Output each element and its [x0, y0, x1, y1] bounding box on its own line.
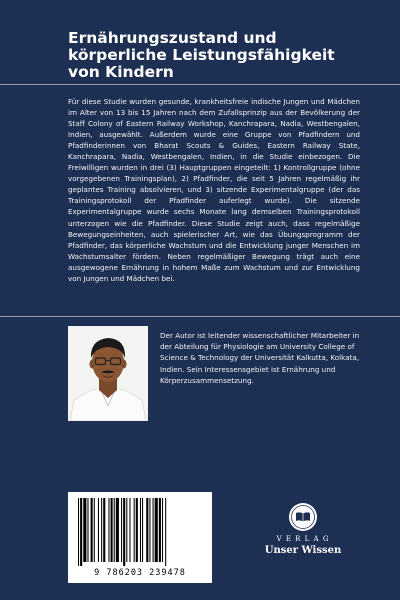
barcode-bar: [159, 498, 161, 562]
barcode-bar: [142, 498, 143, 562]
title-line: von Kindern: [68, 63, 174, 81]
isbn-barcode: [68, 492, 212, 583]
barcode-bar: [114, 498, 115, 562]
isbn-number: 9 786203 239478: [94, 568, 186, 578]
barcode-bar: [101, 498, 102, 562]
barcode-bar: [165, 498, 166, 566]
barcode-bar: [136, 498, 138, 562]
divider-line: [0, 84, 400, 85]
title-line: Ernährungszustand und: [68, 29, 277, 47]
barcode-bar: [162, 498, 163, 562]
barcode-bar: [83, 498, 86, 562]
barcode-bar: [140, 498, 141, 562]
barcode-bar: [94, 498, 95, 562]
barcode-bar: [91, 498, 93, 562]
author-bio: Der Autor ist leitender wissenschaftlicher Mitarbeiter in der Abteilung für Physiologie am University College of Science & Technology der Universität Kalkutta, Kolkata, Indien. Sein Interessensgebiet ist Ernährung und Körperzusammensetzung.: [160, 331, 360, 385]
author-photo: [68, 326, 148, 421]
barcode-bar: [80, 498, 82, 566]
barcode-bar: [87, 498, 88, 562]
book-emblem-icon: [288, 502, 318, 532]
barcode-bar: [129, 498, 130, 562]
publisher-imprint: [258, 502, 348, 578]
barcode-bar: [121, 498, 122, 562]
barcode-bar: [98, 498, 99, 562]
divider-line: [0, 316, 400, 317]
book-title: [68, 30, 388, 81]
publisher-name: Unser Wissen: [264, 545, 342, 556]
barcode-bar: [123, 498, 125, 566]
barcode-bar: [153, 498, 154, 562]
barcode-bar: [108, 498, 109, 562]
title-line: körperliche Leistungsfähigkeit: [68, 46, 335, 64]
barcode-bar: [111, 498, 113, 562]
barcode-bar: [78, 498, 79, 566]
author-portrait-icon: [68, 326, 148, 421]
barcode-bar: [116, 498, 119, 562]
barcode-icon: [68, 492, 212, 566]
barcode-bar: [149, 498, 150, 562]
barcode-bar: [126, 498, 127, 562]
verlag-label: V E R L A G: [276, 535, 330, 543]
barcode-bar: [146, 498, 148, 562]
book-description: Für diese Studie wurden gesunde, krankheitsfreie indische Jungen und Mädchen im Alter von 13 bis 15 Jahren nach dem Zufallsprinzip aus der Bevölkerung der Staff Colony of Eastern Railway Workshop, Kanchrapara, Nadia, Westbengalen, Indien, ausgewählt. Außerdem wurde eine Gruppe von Pfadfindern und Pfadfinderinnen von Bharat Scouts & Guides, Eastern Railway State, Kanchrapara, Nadia, Westbengalen, Indien, in die Studie einbezogen. Die Freiwilligen wurden in drei (3) Hauptgruppen eingeteilt: 1) Kontrollgruppe (ohne vorgegebenen Trainingsplan), 2) Pfadfinder, die seit 5 Jahren regelmäßig ihr geplantes Training absolvieren, und 3) sitzende Experimentalgruppe (der das Trainingsprotokoll der Pfadfinder auferlegt wurde). Die sitzende Experimentalgruppe wurde sechs Monate lang demselben Trainingsprotokoll unterzogen wie die Pfadfinder. Diese Studie zeigt auch, dass regelmäßige Bewegungseinheiten, auch spielerischer Art, wie das Übungsprogramm der Pfadfinder, das körperliche Wachstum und die Entwicklung junger Menschen im Wachstumsalter fördern. Neben regelmäßiger Bewegung trägt auch eine ausgewogene Ernährung in hohem Maße zum Wachstum und zur Entwicklung von Jungen und Mädchen bei.: [68, 97, 360, 283]
barcode-bar: [155, 498, 158, 562]
barcode-bar: [134, 498, 135, 562]
barcode-bar: [103, 498, 105, 562]
